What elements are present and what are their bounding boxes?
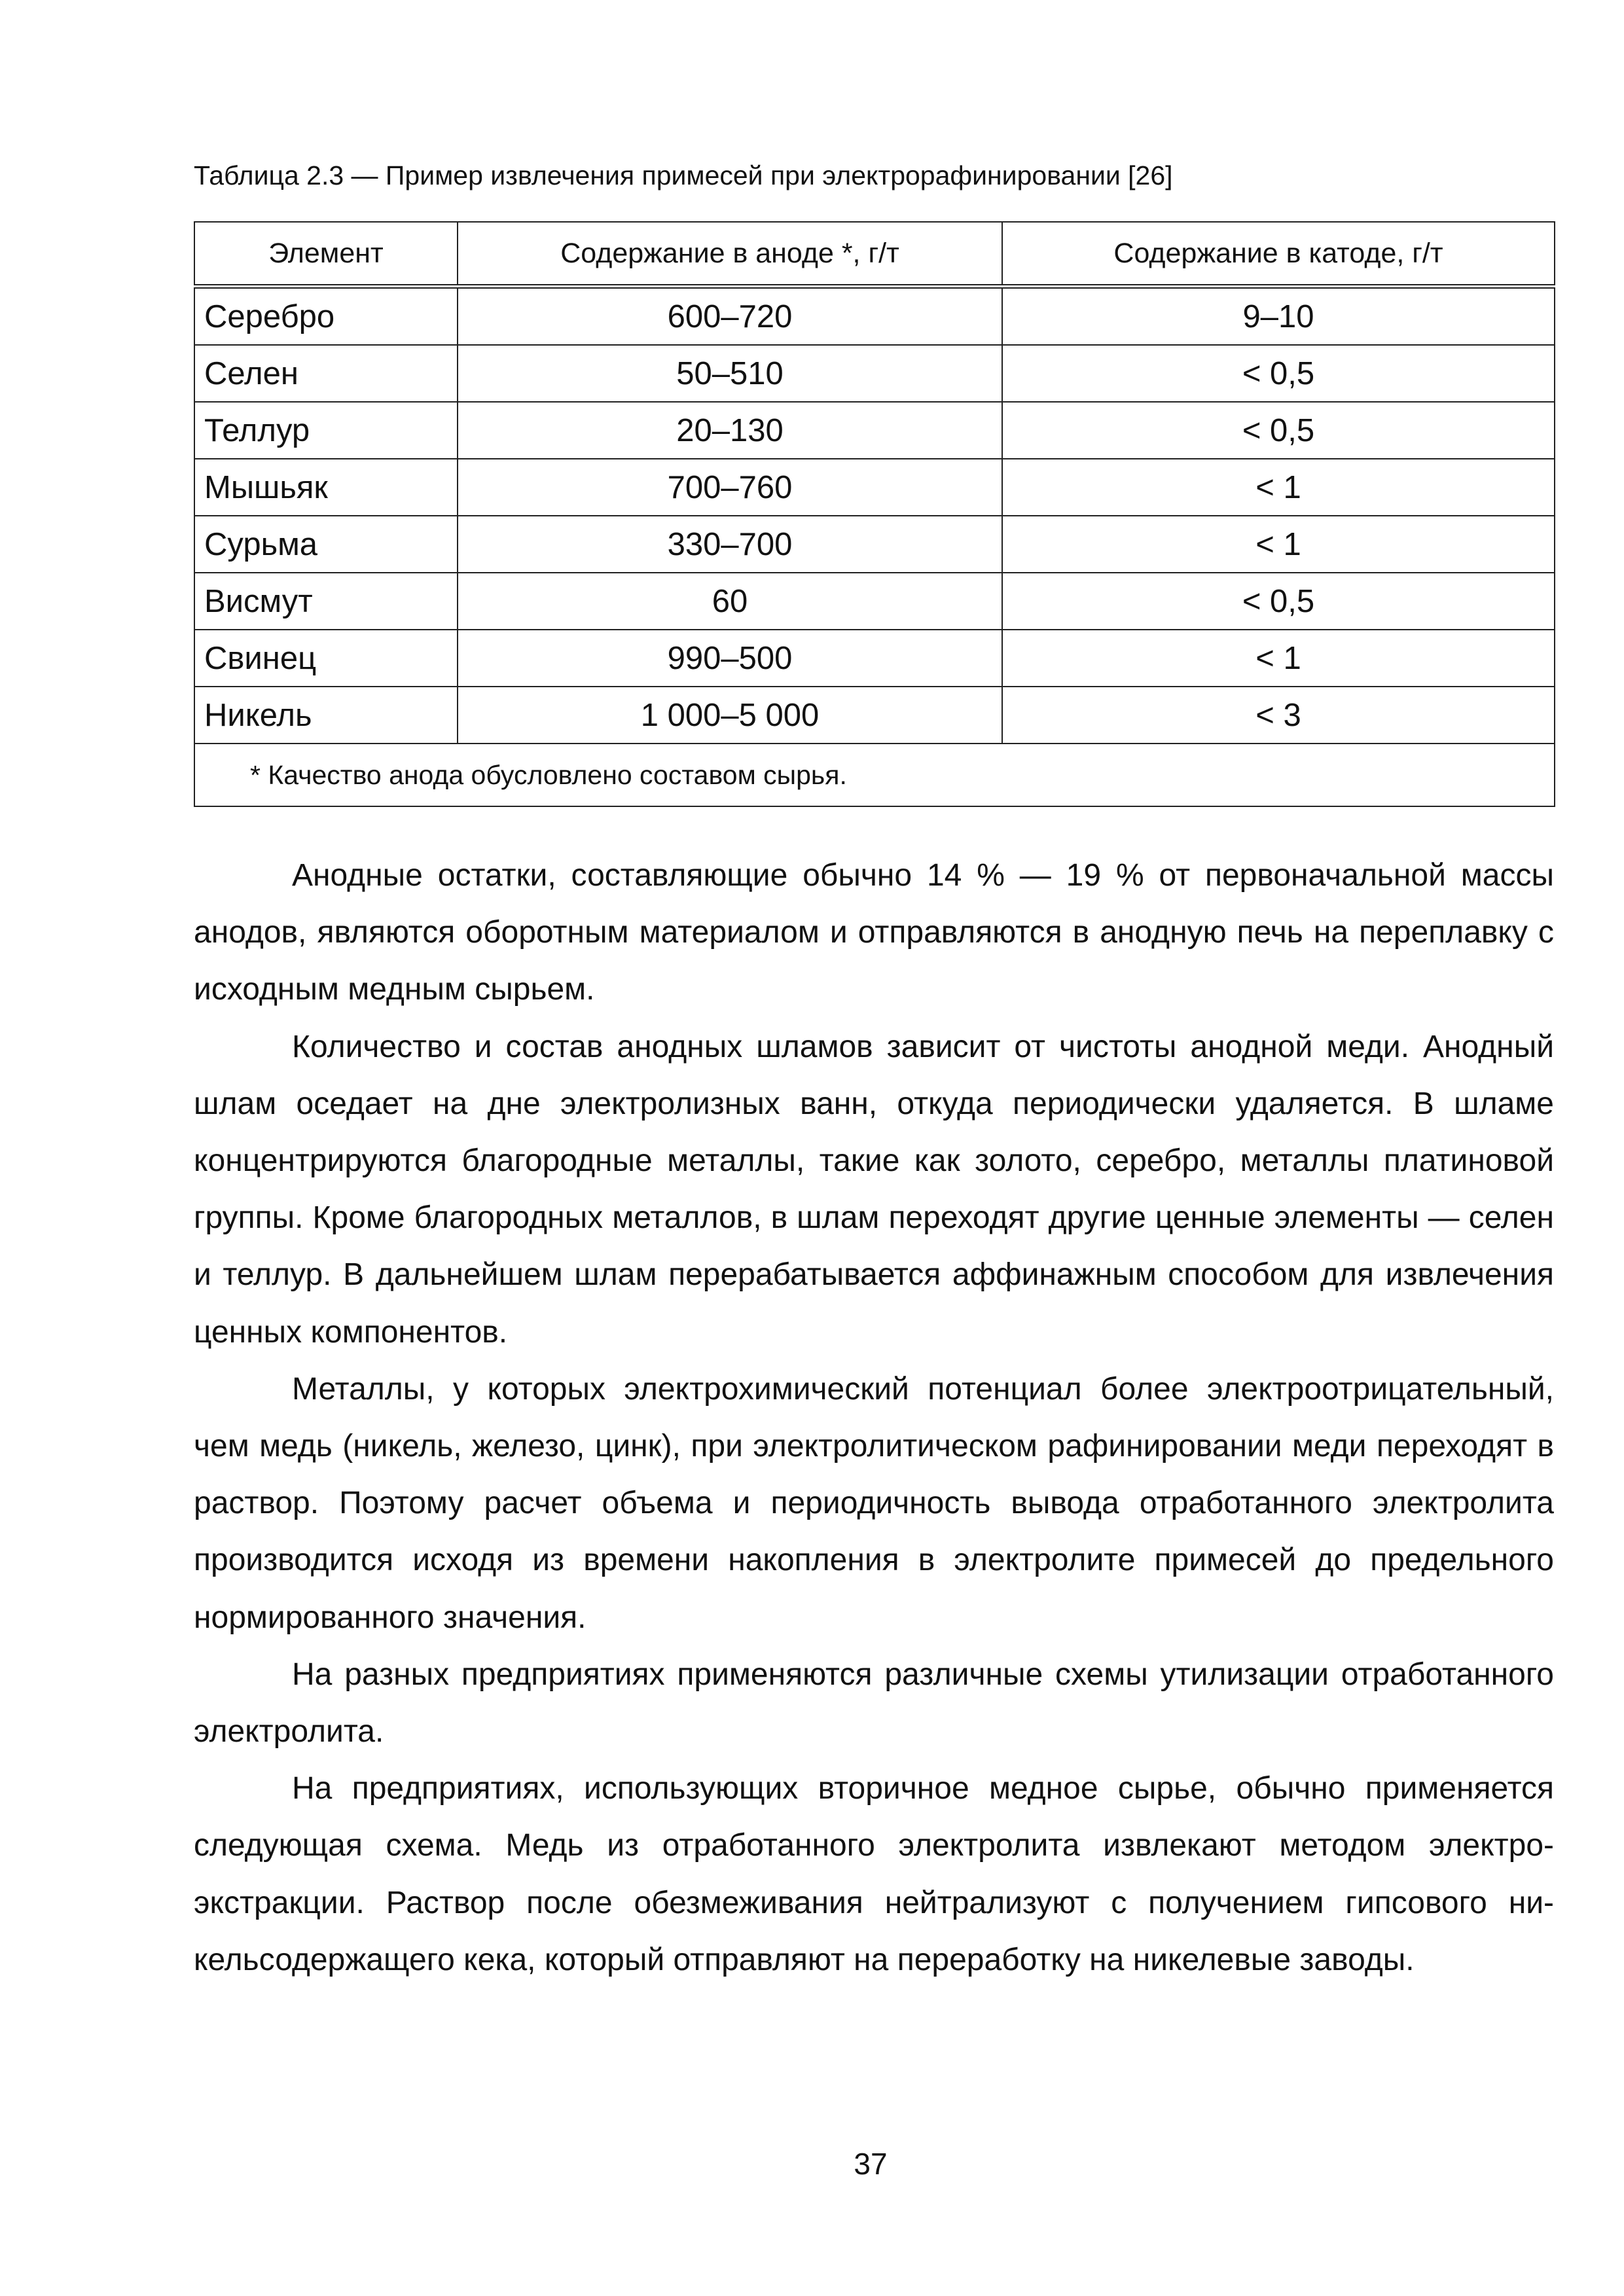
element-name: Селен	[194, 345, 458, 402]
table-row	[194, 402, 1555, 459]
element-name: Висмут	[194, 573, 458, 630]
cathode-value: < 0,5	[1002, 345, 1555, 402]
anode-value: 330–700	[458, 516, 1002, 573]
paragraph-electronegative-metals: Металлы, у которых электрохимический потенциал более электроотрицательный, чем медь (никель, железо, цинк), при электролитическом рафинировании меди переходят в раствор. Поэтому расчет объема и периодичность вывода отработанного электролита производится исходя из времени накопления в электролите примесей до предельного нормированного значения.	[194, 1371, 1554, 1635]
cathode-value: < 0,5	[1002, 402, 1555, 459]
table-row	[194, 287, 1555, 346]
element-name: Теллур	[194, 402, 458, 459]
element-name: Серебро	[194, 287, 458, 346]
anode-value: 60	[458, 573, 1002, 630]
paragraph-secondary-copper-scheme: На предприятиях, использующих вторичное медное сырье, обычно применяется следующая схема. Медь из отработанного электролита извлекают методом электроэкстракции. Раствор после обезмеживания нейтрализуют с получением гипсового никельсодержащего кека, который отправляют на переработку на никелевые заводы.	[194, 1771, 1554, 1977]
paragraph-anode-slimes: Количество и состав анодных шламов зависит от чистоты анодной меди. Анодный шлам оседает на дне электролизных ванн, откуда периодически удаляется. В шламе концентрируются благородные металлы, такие как золото, серебро, металлы платиновой группы. Кроме благородных металлов, в шлам переходят другие ценные элементы — селен и теллур. В дальнейшем шлам перерабатывается аффинажным способом для извлечения ценных компонентов.	[194, 1029, 1554, 1350]
paragraph-utilization-schemes: На разных предприятиях применяются различные схемы утилизации отработанного электролита.	[194, 1657, 1554, 1749]
element-name: Свинец	[194, 630, 458, 687]
cathode-value: < 1	[1002, 459, 1555, 516]
cathode-value: < 1	[1002, 630, 1555, 687]
element-name: Мышьяк	[194, 459, 458, 516]
table-footnote-row	[194, 744, 1555, 806]
header-cathode-content: Содержание в катоде, г/т	[1002, 222, 1555, 287]
cathode-value: < 3	[1002, 687, 1555, 744]
body-text	[194, 847, 1554, 1988]
anode-value: 990–500	[458, 630, 1002, 687]
header-anode-content: Содержание в аноде *, г/т	[458, 222, 1002, 287]
table-row	[194, 345, 1555, 402]
cathode-value: < 0,5	[1002, 573, 1555, 630]
page-number: 37	[854, 2147, 888, 2181]
table-caption: Таблица 2.3 — Пример извлечения примесей при электрорафинировании [26]	[194, 160, 1173, 190]
anode-value: 600–720	[458, 287, 1002, 346]
table-row	[194, 516, 1555, 573]
cathode-value: 9–10	[1002, 287, 1555, 346]
table-header-row	[194, 222, 1555, 287]
anode-value: 20–130	[458, 402, 1002, 459]
anode-value: 1 000–5 000	[458, 687, 1002, 744]
cathode-value: < 1	[1002, 516, 1555, 573]
table-row	[194, 630, 1555, 687]
anode-value: 50–510	[458, 345, 1002, 402]
table-footnote: * Качество анода обусловлено составом сырья.	[194, 744, 1555, 806]
anode-value: 700–760	[458, 459, 1002, 516]
table-row	[194, 687, 1555, 744]
table-row	[194, 459, 1555, 516]
paragraph-anode-residues: Анодные остатки, составляющие обычно 14 % — 19 % от первоначальной массы анодов, являются оборотным материалом и отправляются в анодную печь на переплавку с исходным медным сырьем.	[194, 858, 1554, 1007]
element-name: Никель	[194, 687, 458, 744]
element-name: Сурьма	[194, 516, 458, 573]
table-row	[194, 573, 1555, 630]
header-element: Элемент	[194, 222, 458, 287]
impurities-table	[194, 221, 1555, 807]
